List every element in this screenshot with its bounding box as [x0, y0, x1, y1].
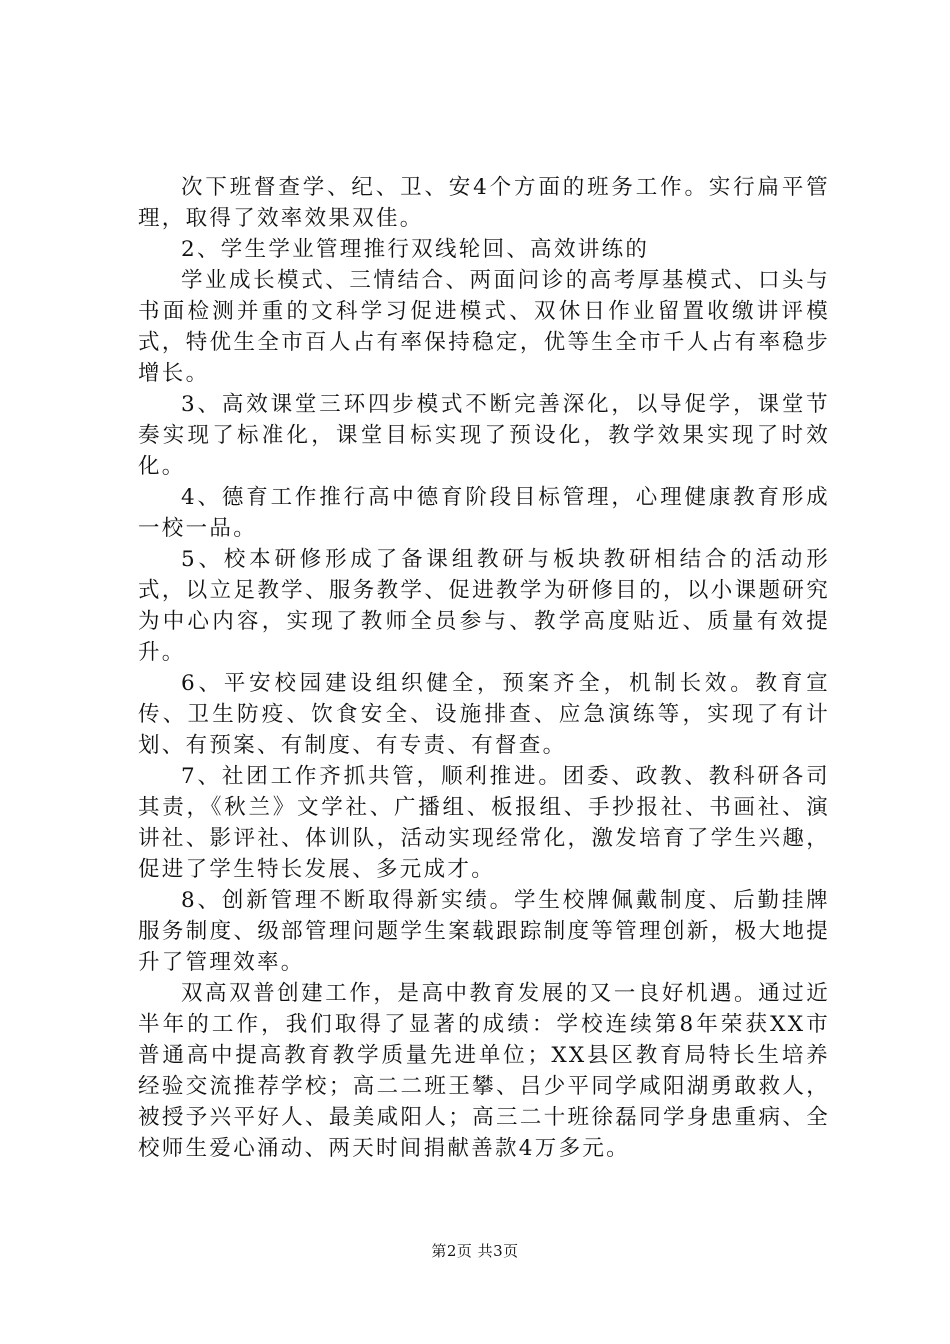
paragraph: 次下班督查学、纪、卫、安4个方面的班务工作。实行扁平管理，取得了效率效果双佳。	[138, 175, 830, 231]
paragraph: 4、德育工作推行高中德育阶段目标管理，心理健康教育形成一校一品。	[138, 485, 830, 541]
paragraph: 7、社团工作齐抓共管，顺利推进。团委、政教、教科研各司其责，《秋兰》文学社、广播组、板报组、手抄报社、书画社、演讲社、影评社、体训队，活动实现经常化，激发培育了学生兴趣，促进了学生特长发展、多元成才。	[138, 764, 830, 882]
paragraph: 2、学生学业管理推行双线轮回、高效讲练的	[181, 237, 650, 262]
page-footer: 第2页 共3页	[431, 1242, 519, 1260]
paragraph: 学业成长模式、三情结合、两面问诊的高考厚基模式、口头与书面检测并重的文科学习促进模式、双休日作业留置收缴讲评模式，特优生全市百人占有率保持稳定，优等生全市千人占有率稳步增长。	[138, 268, 830, 386]
paragraph: 8、创新管理不断取得新实绩。学生校牌佩戴制度、后勤挂牌服务制度、级部管理问题学生案载跟踪制度等管理创新，极大地提升了管理效率。	[138, 888, 830, 975]
paragraph: 6、平安校园建设组织健全，预案齐全，机制长效。教育宣传、卫生防疫、饮食安全、设施排查、应急演练等，实现了有计划、有预案、有制度、有专责、有督查。	[138, 671, 830, 758]
paragraph: 双高双普创建工作，是高中教育发展的又一良好机遇。通过近半年的工作，我们取得了显著的成绩：学校连续第8年荣获XX市普通高中提高教育教学质量先进单位；XX县区教育局特长生培养经验交流推荐学校；高二二班王攀、吕少平同学咸阳湖勇敢救人，被授予兴平好人、最美咸阳人；高三二十班徐磊同学身患重病、全校师生爱心涌动、两天时间捐献善款4万多元。	[138, 981, 830, 1161]
paragraph: 3、高效课堂三环四步模式不断完善深化，以导促学，课堂节奏实现了标准化，课堂目标实现了预设化，教学效果实现了时效化。	[138, 392, 830, 479]
document-body	[138, 172, 830, 1164]
paragraph: 5、校本研修形成了备课组教研与板块教研相结合的活动形式，以立足教学、服务教学、促进教学为研修目的，以小课题研究为中心内容，实现了教师全员参与、教学高度贴近、质量有效提升。	[138, 547, 830, 665]
